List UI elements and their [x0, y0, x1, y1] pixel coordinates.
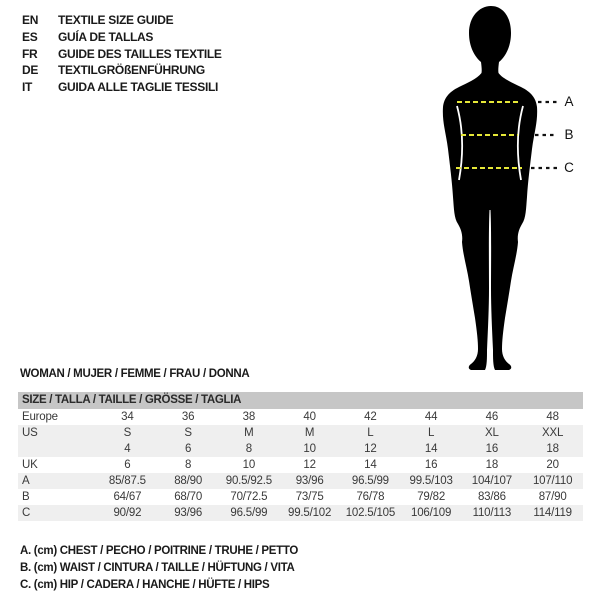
- marker-label-c: C: [564, 160, 574, 175]
- table-row-us: [18, 425, 583, 441]
- cell: M: [304, 427, 315, 439]
- cell: 46: [485, 411, 499, 423]
- cell: 12: [364, 443, 377, 455]
- table-row-uk: [18, 457, 583, 473]
- cell: 42: [364, 411, 377, 423]
- cell: 34: [121, 411, 134, 423]
- cell: L: [428, 427, 435, 439]
- cell: 93/96: [295, 475, 324, 487]
- cell: 88/90: [174, 475, 203, 487]
- row-label: B: [22, 491, 30, 503]
- row-label: [18, 441, 97, 457]
- table-row-chest-a: [18, 473, 583, 489]
- lang-row-en: [22, 12, 222, 29]
- cell: 96.5/99: [351, 475, 389, 487]
- cell: 76/78: [356, 491, 385, 503]
- table-row-hip-c: [18, 505, 583, 521]
- legend-waist: B. (cm) WAIST / CINTURA / TAILLE / HÜFTUNG / VITA: [20, 562, 295, 574]
- cell: 93/96: [174, 507, 203, 519]
- cell: 44: [424, 411, 438, 423]
- cell: 10: [303, 443, 316, 455]
- cell: 85/87.5: [108, 475, 146, 487]
- cell: 70/72.5: [230, 491, 268, 503]
- cell: 16: [485, 443, 499, 455]
- marker-label-b: B: [564, 127, 574, 142]
- cell: 6: [124, 459, 131, 471]
- cell: 107/110: [532, 475, 573, 487]
- cell: 106/109: [411, 507, 452, 519]
- lang-title: GUIDE DES TAILLES TEXTILE: [58, 46, 222, 61]
- legend-chest: A. (cm) CHEST / PECHO / POITRINE / TRUHE / PETTO: [20, 545, 299, 557]
- row-label: US: [22, 427, 38, 439]
- cell: 20: [546, 459, 559, 471]
- lang-code: IT: [22, 80, 33, 95]
- lang-code: ES: [22, 29, 38, 44]
- cell: 99.5/102: [288, 507, 332, 519]
- cell: 104/107: [471, 475, 512, 487]
- row-label: A: [22, 475, 30, 487]
- cell: 90/92: [113, 507, 142, 519]
- cell: 38: [242, 411, 256, 423]
- cell: 73/75: [295, 491, 324, 503]
- cell: S: [123, 427, 132, 439]
- cell: 96.5/99: [230, 507, 268, 519]
- cell: 83/86: [477, 491, 506, 503]
- lang-code: EN: [22, 13, 39, 27]
- lang-title: TEXTILE SIZE GUIDE: [58, 13, 174, 27]
- row-label: Europe: [22, 411, 58, 423]
- cell: L: [367, 427, 374, 439]
- cell: 36: [181, 411, 195, 423]
- cell: 8: [185, 459, 192, 471]
- cell: M: [244, 427, 254, 439]
- cell: XXL: [542, 427, 564, 439]
- table-row-europe: [18, 409, 583, 425]
- cell: 12: [303, 459, 316, 471]
- lang-title: TEXTILGRÖßENFÜHRUNG: [58, 63, 205, 78]
- cell: 110/113: [472, 507, 512, 519]
- lang-row-es: [22, 29, 222, 46]
- language-title-list: [22, 12, 222, 96]
- measurement-legend: [20, 543, 298, 594]
- cell: XL: [485, 427, 499, 439]
- lang-row-fr: [22, 46, 222, 63]
- lang-title: GUÍA DE TALLAS: [58, 29, 154, 44]
- table-row-us-numeric: [18, 441, 583, 457]
- lang-code: DE: [22, 63, 39, 78]
- size-table: [18, 392, 583, 521]
- legend-hip: C. (cm) HIP / CADERA / HANCHE / HÜFTE / HIPS: [20, 579, 270, 591]
- marker-label-a: A: [564, 94, 574, 109]
- size-table-header: SIZE / TALLA / TAILLE / GRÖSSE / TAGLIA: [18, 392, 583, 409]
- cell: 40: [303, 411, 316, 423]
- cell: 99.5/103: [409, 475, 453, 487]
- cell: 14: [424, 443, 438, 455]
- cell: 48: [546, 411, 559, 423]
- cell: 6: [185, 443, 192, 455]
- table-row-waist-b: [18, 489, 583, 505]
- cell: 16: [424, 459, 438, 471]
- cell: 68/70: [174, 491, 203, 503]
- lang-title: GUIDA ALLE TAGLIE TESSILI: [58, 80, 219, 95]
- cell: 14: [364, 459, 377, 471]
- lang-code: FR: [22, 46, 38, 61]
- cell: 18: [546, 443, 559, 455]
- cell: 102.5/105: [345, 507, 396, 519]
- lang-row-it: [22, 79, 222, 96]
- cell: 4: [124, 443, 131, 455]
- section-title-woman: WOMAN / MUJER / FEMME / FRAU / DONNA: [20, 368, 250, 380]
- cell: 87/90: [538, 491, 567, 503]
- cell: 64/67: [113, 491, 142, 503]
- cell: 90.5/92.5: [225, 475, 272, 487]
- lang-row-de: [22, 62, 222, 79]
- cell: 8: [245, 443, 252, 455]
- cell: 79/82: [417, 491, 446, 503]
- silhouette-body: [443, 6, 537, 370]
- row-label: UK: [22, 459, 38, 471]
- cell: 10: [242, 459, 256, 471]
- row-label: C: [22, 507, 31, 519]
- woman-silhouette-figure: [430, 0, 600, 380]
- cell: 18: [485, 459, 499, 471]
- cell: 114/119: [533, 507, 572, 519]
- cell: S: [184, 427, 192, 439]
